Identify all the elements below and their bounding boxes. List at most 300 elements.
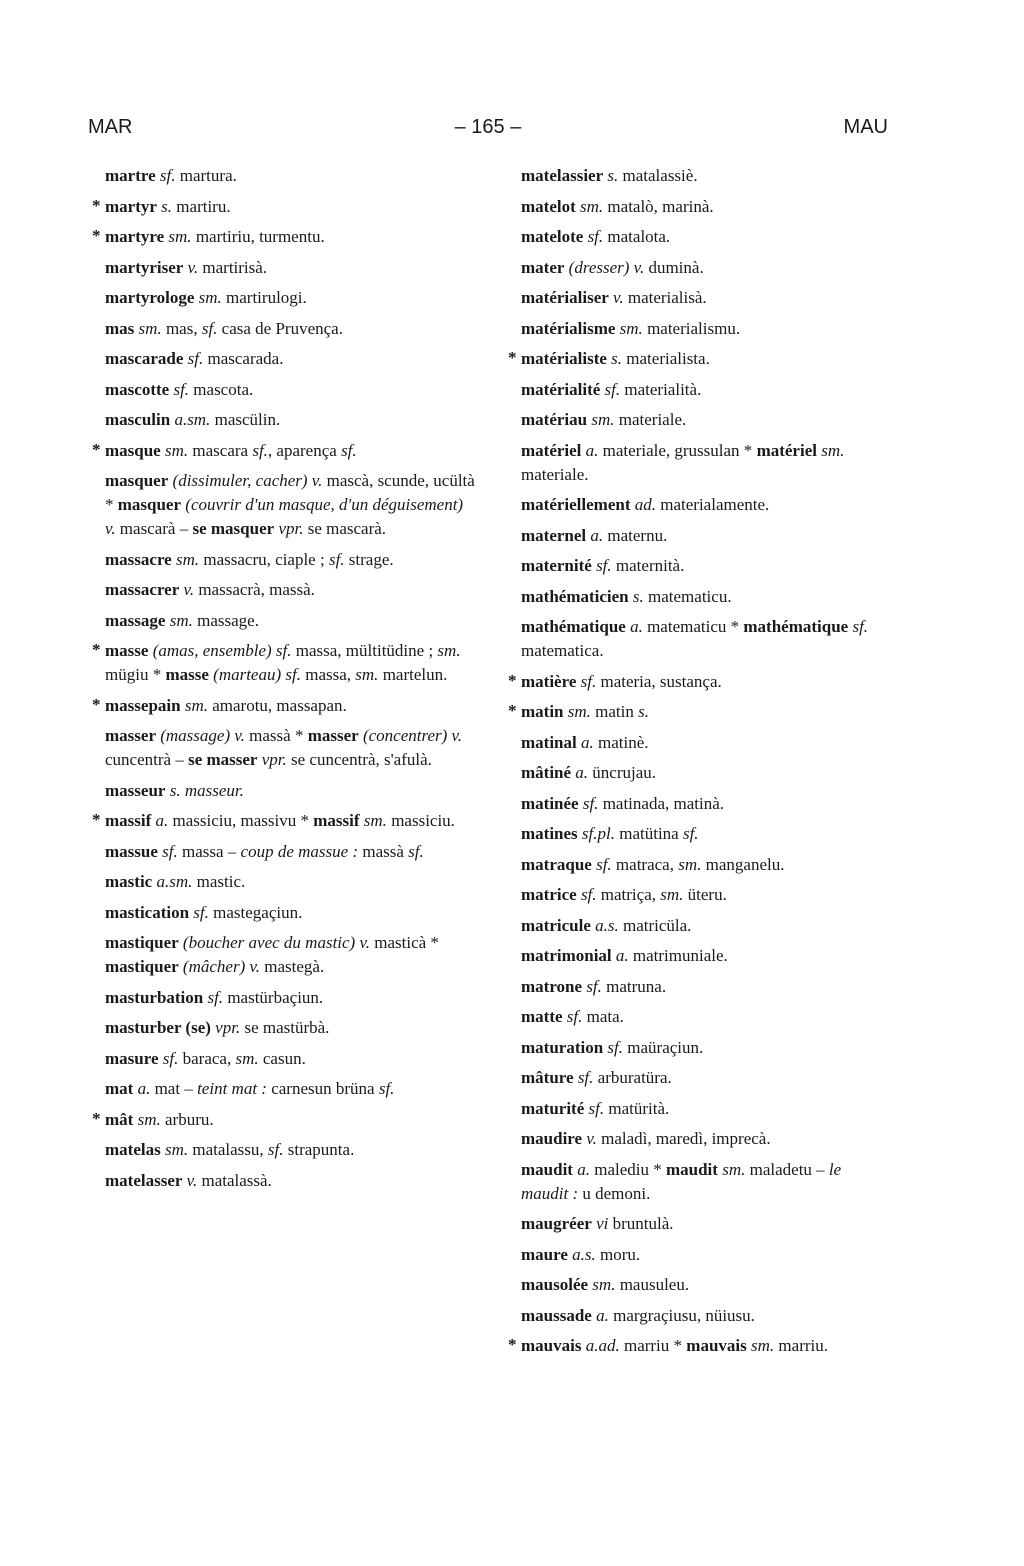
definition-text: strage.: [344, 549, 394, 569]
grammar-label: sf.: [586, 976, 602, 996]
dictionary-entry: [521, 731, 889, 755]
definition-text: strapunta.: [283, 1140, 355, 1159]
grammar-label: sf.: [587, 227, 604, 246]
definition-text: materialisà.: [623, 288, 707, 307]
definition-text: mascarada.: [203, 349, 284, 368]
grammar-label: v.: [183, 580, 195, 599]
dictionary-entry: [521, 286, 889, 310]
page-number: – 165 –: [454, 116, 522, 138]
headword: mastiquer: [105, 957, 179, 976]
grammar-label: sm.: [175, 549, 200, 569]
grammar-label: s.: [607, 166, 619, 185]
dictionary-entry: [105, 986, 477, 1010]
definition-text: materialista.: [622, 349, 710, 368]
headword: matelot: [521, 196, 576, 216]
definition-text: matematica.: [521, 641, 604, 660]
dictionary-entry: [105, 840, 477, 864]
grammar-label: (boucher avec du mastic) v.: [182, 933, 371, 952]
definition-text: matütina: [614, 824, 683, 843]
grammar-label: sm.: [168, 227, 192, 246]
grammar-label: sf.: [607, 1037, 624, 1057]
dictionary-entry: [521, 1005, 889, 1029]
dictionary-entry: [105, 609, 477, 633]
grammar-label: a.: [575, 763, 589, 782]
grammar-label: sf.: [582, 793, 599, 813]
grammar-label: a.: [137, 1079, 151, 1098]
headword: masturber (se): [105, 1018, 211, 1037]
definition-text: mastürbaçiun.: [223, 987, 324, 1007]
headword: masturbation: [105, 987, 204, 1007]
dictionary-entry: [105, 779, 477, 803]
headword: se masquer: [192, 519, 275, 538]
headword: martyr: [105, 196, 157, 216]
definition-text: materiale, grussulan *: [598, 440, 757, 460]
definition-text: massa –: [177, 841, 241, 861]
headword: martre: [105, 166, 156, 185]
grammar-label: (mâcher) v.: [182, 957, 261, 976]
headword: maternel: [521, 525, 587, 545]
grammar-label: a.: [580, 732, 594, 752]
dictionary-entry: [105, 870, 477, 894]
dictionary-entry: [521, 585, 889, 609]
definition-text: matinè.: [593, 732, 649, 752]
definition-text: matalò, marinà.: [603, 196, 714, 216]
headword: matelas: [105, 1140, 161, 1159]
headword: masure: [105, 1048, 159, 1068]
headword: massage: [105, 610, 166, 630]
grammar-label: sm.: [660, 885, 684, 904]
left-column: [105, 164, 477, 1199]
dictionary-entry: [105, 1077, 477, 1101]
grammar-label: a.s.: [595, 915, 619, 935]
definition-text: mascara: [188, 440, 253, 460]
grammar-label: sf.: [408, 841, 424, 861]
definition-text: matriça,: [596, 885, 661, 904]
dictionary-entry: [521, 883, 889, 907]
grammar-label: sm.: [722, 1159, 746, 1179]
dictionary-entry: [521, 524, 889, 548]
grammar-label: sf.: [252, 440, 268, 460]
headword: matinée: [521, 793, 579, 813]
grammar-label: a.sm.: [174, 410, 211, 429]
definition-text: mausuleu.: [615, 1275, 690, 1294]
definition-text: maladetu –: [745, 1159, 829, 1179]
definition-text: matin: [590, 702, 639, 721]
dictionary-entry: [105, 724, 477, 772]
definition-text: mascà, scunde, ucültà *: [105, 471, 475, 514]
definition-text: maternu.: [603, 525, 668, 545]
grammar-label: sf.pl.: [581, 824, 615, 843]
grammar-label: sm.: [437, 641, 461, 660]
grammar-label: sm.: [619, 318, 643, 338]
headword: massepain: [105, 695, 181, 715]
definition-text: matalassiè.: [618, 166, 698, 185]
grammar-label: a.: [630, 617, 643, 636]
headword: mauvais: [686, 1336, 747, 1355]
grammar-label: ad.: [634, 495, 656, 514]
dictionary-entry: [105, 317, 477, 341]
grammar-label: sf.: [580, 885, 597, 904]
dictionary-entry: [105, 256, 477, 280]
grammar-label: vpr.: [261, 750, 287, 769]
definition-text: massà: [358, 841, 409, 861]
definition-text: matricüla.: [618, 915, 692, 935]
grammar-label: a.: [585, 440, 599, 460]
headword: matrone: [521, 976, 583, 996]
headword: mauvais: [521, 1336, 582, 1355]
headword: masseur: [105, 780, 166, 800]
definition-text: maladì, maredì, imprecà.: [596, 1129, 771, 1148]
definition-text: mas,: [161, 318, 202, 338]
grammar-label: sf.: [193, 902, 209, 922]
headword: matelasser: [105, 1170, 183, 1190]
dictionary-entry: [521, 493, 889, 517]
definition-text: martirisà.: [198, 257, 268, 277]
grammar-label: a.: [577, 1159, 590, 1179]
definition-text: se mastürbà.: [240, 1018, 330, 1037]
headword: mathématique: [521, 617, 626, 636]
headword: matraque: [521, 854, 592, 874]
definition-text: matalota.: [603, 227, 671, 246]
grammar-label: a.: [615, 946, 629, 965]
definition-text: massacru, ciaple ;: [199, 549, 329, 569]
definition-text: mat –: [150, 1079, 198, 1098]
grammar-label: sm.: [567, 702, 591, 721]
header-left-guideword: MAR: [88, 116, 133, 138]
headword: maternité: [521, 556, 592, 575]
grammar-label: vpr.: [278, 519, 304, 538]
definition-text: massa, mültitüdine ;: [291, 641, 438, 660]
headword: matérialité: [521, 379, 601, 399]
grammar-label: sm.: [164, 1140, 189, 1159]
grammar-label: sf.: [187, 349, 204, 368]
dictionary-entry: [521, 1243, 889, 1267]
grammar-label: sf.: [566, 1007, 583, 1026]
headword: martyre: [105, 227, 165, 246]
definition-text: matinada, matinà.: [598, 793, 725, 813]
grammar-label: vpr.: [215, 1018, 241, 1037]
dictionary-entry: [521, 615, 889, 663]
definition-text: maüraçiun.: [623, 1037, 704, 1057]
grammar-label: teint mat :: [197, 1079, 267, 1098]
dictionary-entry: [105, 694, 477, 718]
definition-text: amarotu, massapan.: [207, 695, 347, 715]
grammar-label: (marteau) sf.: [213, 665, 301, 684]
definition-text: matruna.: [601, 976, 667, 996]
page-header: [88, 116, 888, 146]
headword: matinal: [521, 732, 577, 752]
definition-text: mata.: [582, 1007, 624, 1026]
grammar-label: sm.: [678, 854, 702, 874]
dictionary-entry: [521, 1304, 889, 1328]
dictionary-entry: [521, 256, 889, 280]
definition-text: matematicu *: [642, 617, 744, 636]
definition-text: mascarà –: [115, 519, 193, 538]
grammar-label: sm.: [164, 440, 189, 460]
grammar-label: sm.: [592, 1275, 616, 1294]
definition-text: duminà.: [644, 257, 704, 277]
grammar-label: sm.: [169, 610, 193, 630]
headword: mastic: [105, 872, 153, 891]
dictionary-entry: [105, 1138, 477, 1162]
grammar-label: s.: [632, 586, 644, 606]
dictionary-entry: [521, 975, 889, 999]
dictionary-entry: [105, 639, 477, 687]
grammar-label: sf.: [207, 987, 224, 1007]
definition-text: massiciu, massivu *: [168, 811, 314, 830]
definition-text: materialamente.: [656, 495, 770, 514]
definition-text: marriu.: [774, 1336, 828, 1355]
dictionary-entry: [521, 1036, 889, 1060]
dictionary-entry: [105, 809, 477, 833]
headword: maussade: [521, 1305, 592, 1325]
grammar-label: sm.: [138, 318, 162, 338]
headword: maugréer: [521, 1214, 592, 1233]
dictionary-entry: [521, 1334, 889, 1358]
definition-text: martirulogi.: [221, 288, 307, 307]
headword: mathématique: [743, 617, 849, 636]
headword: matrice: [521, 885, 577, 904]
dictionary-entry: [521, 1212, 889, 1236]
grammar-label: sf.: [596, 854, 612, 874]
definition-text: matrimuniale.: [628, 946, 728, 965]
dictionary-entry: [105, 164, 477, 188]
definition-text: , aparença: [267, 440, 342, 460]
definition-text: baraca,: [178, 1048, 236, 1068]
grammar-label: sm.: [137, 1109, 161, 1129]
dictionary-entry: [105, 225, 477, 249]
definition-text: moru.: [595, 1244, 641, 1264]
grammar-label: v.: [186, 1170, 198, 1190]
dictionary-entry: [521, 670, 889, 694]
grammar-label: coup de massue :: [240, 841, 359, 861]
definition-text: martelun.: [378, 665, 448, 684]
grammar-label: (concentrer) v.: [362, 726, 463, 745]
dictionary-entry: [521, 792, 889, 816]
grammar-label: sm.: [355, 665, 379, 684]
dictionary-entry: [521, 317, 889, 341]
headword: matines: [521, 824, 578, 843]
dictionary-entry: [521, 1066, 889, 1090]
definition-text: massage.: [192, 610, 259, 630]
dictionary-entry: [521, 761, 889, 785]
dictionary-entry: [521, 195, 889, 219]
grammar-label: sf.: [201, 318, 218, 338]
grammar-label: masseur.: [184, 780, 244, 800]
grammar-label: sf.: [341, 440, 357, 460]
headword: masque: [105, 440, 161, 460]
dictionary-entry: [105, 548, 477, 572]
definition-text: mascota.: [189, 379, 254, 399]
grammar-label: sm.: [184, 695, 208, 715]
definition-text: mastic.: [192, 872, 246, 891]
definition-text: arburu.: [160, 1109, 214, 1129]
headword: massue: [105, 841, 158, 861]
grammar-label: s.: [161, 196, 173, 216]
definition-text: matraca,: [611, 854, 679, 874]
headword: matériel: [521, 440, 582, 460]
headword: martyriser: [105, 257, 184, 277]
dictionary-entry: [521, 1273, 889, 1297]
dictionary-entry: [105, 378, 477, 402]
headword: matricule: [521, 915, 591, 935]
dictionary-entry: [105, 578, 477, 602]
dictionary-entry: [521, 408, 889, 432]
grammar-label: vi: [596, 1214, 609, 1233]
headword: matelote: [521, 227, 584, 246]
definition-text: maternità.: [611, 556, 685, 575]
headword: mastiquer: [105, 933, 179, 952]
dictionary-entry: [521, 822, 889, 846]
definition-text: se cuncentrà, s'afulà.: [286, 750, 432, 769]
grammar-label: s.: [638, 702, 649, 721]
headword: matérialisme: [521, 318, 616, 338]
definition-text: marriu *: [619, 1336, 687, 1355]
grammar-label: sm.: [235, 1048, 259, 1068]
grammar-label: sf.: [378, 1079, 395, 1098]
dictionary-entry: [521, 700, 889, 724]
dictionary-entry: [521, 1127, 889, 1151]
definition-text: martiriu, turmentu.: [191, 227, 325, 246]
headword: mâture: [521, 1068, 574, 1087]
dictionary-entry: [105, 1047, 477, 1071]
headword: matin: [521, 702, 564, 721]
grammar-label: a.sm.: [156, 872, 193, 891]
definition-text: massacrà, massà.: [194, 580, 315, 599]
definition-text: massa,: [300, 665, 356, 684]
grammar-label: (couvrir d'un masque, d'un déguisement) v.: [105, 495, 464, 538]
definition-text: martiru.: [172, 196, 231, 216]
headword: mathématicien: [521, 586, 629, 606]
headword: maure: [521, 1244, 568, 1264]
headword: matte: [521, 1007, 563, 1026]
headword: matériau: [521, 410, 588, 429]
definition-text: matalassà.: [197, 1170, 272, 1190]
headword: masser: [105, 726, 156, 745]
definition-text: mastegaçiun.: [208, 902, 303, 922]
headword: mat: [105, 1079, 134, 1098]
dictionary-entry: [521, 944, 889, 968]
headword: massif: [313, 811, 360, 830]
headword: mascotte: [105, 379, 170, 399]
dictionary-entry: [105, 1108, 477, 1132]
grammar-label: v.: [187, 257, 199, 277]
dictionary-entry: [105, 1169, 477, 1193]
grammar-label: sf.: [577, 1068, 594, 1087]
grammar-label: sm.: [198, 288, 222, 307]
grammar-label: sf.: [852, 617, 869, 636]
grammar-label: (massage) v.: [160, 726, 245, 745]
grammar-label: a.s.: [572, 1244, 596, 1264]
grammar-label: v.: [586, 1129, 597, 1148]
grammar-label: (dissimuler, cacher) v.: [172, 471, 323, 490]
headword: mas: [105, 318, 135, 338]
definition-text: masticà *: [370, 933, 439, 952]
headword: massacrer: [105, 580, 180, 599]
definition-text: matalassu,: [188, 1140, 268, 1159]
headword: masquer: [105, 471, 169, 490]
dictionary-entry: [105, 931, 477, 979]
dictionary-entry: [521, 439, 889, 487]
headword: se masser: [188, 750, 258, 769]
headword: maudire: [521, 1129, 583, 1148]
headword: mât: [105, 1109, 134, 1129]
definition-text: cuncentrà –: [105, 750, 189, 769]
grammar-label: sm.: [591, 410, 615, 429]
headword: matrimonial: [521, 946, 612, 965]
dictionary-entry: [521, 1097, 889, 1121]
definition-text: arburatüra.: [593, 1068, 672, 1087]
definition-text: matematicu.: [643, 586, 732, 606]
grammar-label: sf.: [173, 379, 190, 399]
headword: maudit: [665, 1159, 718, 1179]
dictionary-entry: [521, 225, 889, 249]
header-right-guideword: MAU: [843, 116, 888, 138]
dictionary-entry: [521, 1158, 889, 1206]
dictionary-entry: [521, 853, 889, 877]
grammar-label: s.: [611, 349, 623, 368]
definition-text: massiciu.: [386, 811, 455, 830]
definition-text: u demoni.: [578, 1183, 651, 1203]
headword: mater: [521, 257, 565, 277]
grammar-label: a.ad.: [585, 1336, 620, 1355]
definition-text: malediu *: [589, 1159, 666, 1179]
headword: mâtiné: [521, 763, 572, 782]
grammar-label: sm.: [363, 811, 387, 830]
dictionary-entry: [105, 286, 477, 310]
grammar-label: s.: [169, 780, 181, 800]
headword: masse: [105, 641, 149, 660]
headword: matériel: [756, 440, 817, 460]
grammar-label: sf.: [588, 1098, 605, 1118]
grammar-label: le maudit :: [521, 1159, 842, 1203]
definition-text: matürità.: [604, 1098, 670, 1118]
definition-text: mügiu *: [105, 665, 166, 684]
dictionary-entry: [521, 378, 889, 402]
dictionary-entry: [521, 554, 889, 578]
grammar-label: sf.: [328, 549, 345, 569]
dictionary-entry: [105, 195, 477, 219]
grammar-label: sf.: [162, 841, 178, 861]
definition-text: carnesun brüna: [266, 1079, 379, 1098]
definition-text: materiale.: [614, 410, 687, 429]
headword: masser: [307, 726, 359, 745]
dictionary-entry: [105, 1016, 477, 1040]
dictionary-entry: [105, 347, 477, 371]
definition-text: materialismu.: [642, 318, 741, 338]
headword: masse: [165, 665, 209, 684]
definition-text: mastegà.: [260, 957, 325, 976]
headword: maturité: [521, 1098, 585, 1118]
headword: matelassier: [521, 166, 604, 185]
grammar-label: (amas, ensemble) sf.: [152, 641, 292, 660]
definition-text: üncrujau.: [588, 763, 657, 782]
headword: maudit: [521, 1159, 573, 1179]
dictionary-entry: [521, 164, 889, 188]
grammar-label: a.: [596, 1305, 609, 1325]
headword: maturation: [521, 1037, 604, 1057]
definition-text: materialità.: [620, 379, 702, 399]
definition-text: martura.: [175, 166, 237, 185]
dictionary-entry: [105, 408, 477, 432]
grammar-label: sm.: [751, 1336, 775, 1355]
grammar-label: (dresser) v.: [568, 257, 645, 277]
definition-text: materiale.: [521, 464, 589, 484]
grammar-label: sf.: [596, 556, 612, 575]
headword: mausolée: [521, 1275, 589, 1294]
definition-text: üteru.: [683, 885, 727, 904]
grammar-label: sm.: [821, 440, 845, 460]
